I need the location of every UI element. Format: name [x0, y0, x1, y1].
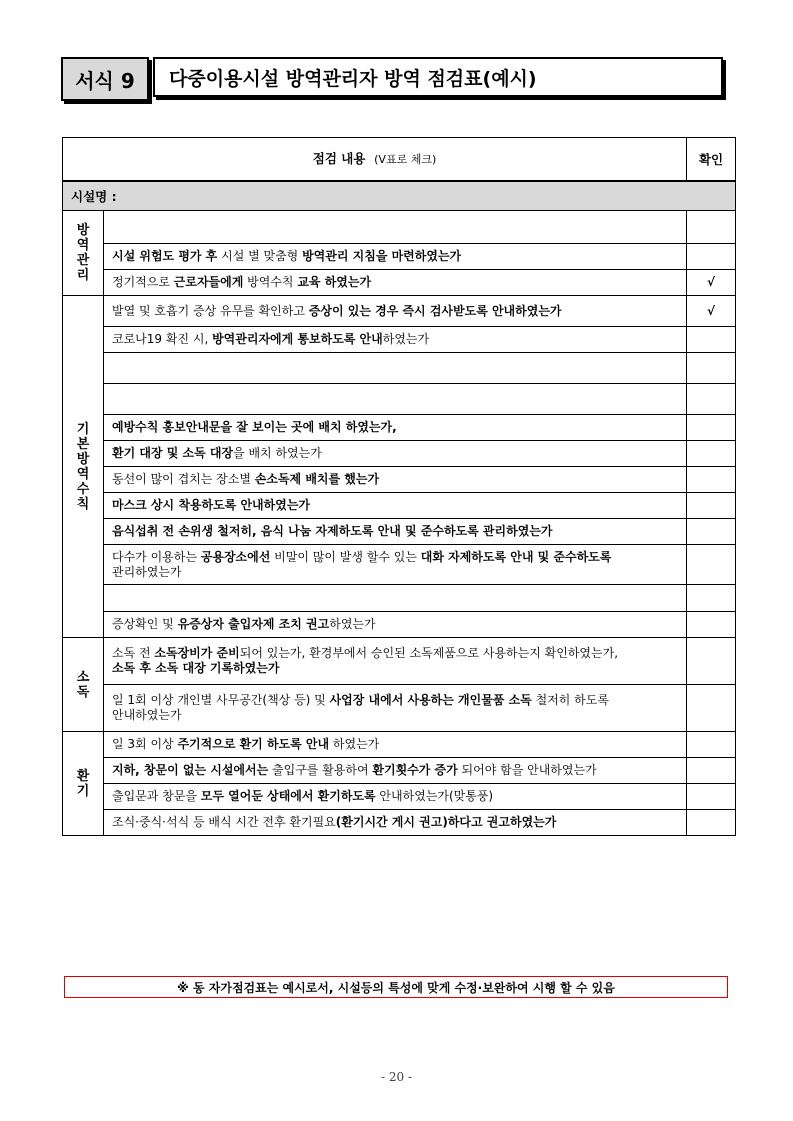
- table-row: [63, 296, 736, 327]
- table-row: [63, 810, 736, 836]
- facility-name-row: [63, 181, 736, 211]
- facility-name-label: 시설명 :: [63, 181, 736, 211]
- table-row: [63, 545, 736, 585]
- row-b12-text: 증상확인 및 유증상자 출입자제 조치 권고하였는가: [104, 612, 687, 638]
- check-cell[interactable]: [687, 519, 736, 545]
- row-b6-text: 환기 대장 및 소독 대장을 배치 하였는가: [104, 441, 687, 467]
- table-row: [63, 384, 736, 415]
- check-cell[interactable]: [687, 327, 736, 353]
- table-row: [63, 685, 736, 732]
- check-cell[interactable]: [687, 732, 736, 758]
- check-cell[interactable]: [687, 441, 736, 467]
- row-d1-text: 소독 전 소독장비가 준비되어 있는가, 환경부에서 승인된 소독제품으로 사용하는지 확인하였는가, 소독 후 소독 대장 기록하였는가: [104, 638, 687, 685]
- check-cell[interactable]: [687, 211, 736, 244]
- row-b8-text: 마스크 상시 착용하도록 안내하였는가: [104, 493, 687, 519]
- form-number: 서식 9: [61, 57, 149, 101]
- category-disinfection: 소독: [63, 638, 104, 732]
- row-v4-text: 조식·중식·석식 등 배식 시간 전후 환기필요(환기시간 게시 권고)하다고 권고하였는가: [104, 810, 687, 836]
- check-cell[interactable]: [687, 810, 736, 836]
- check-cell[interactable]: [687, 545, 736, 585]
- table-row: [63, 270, 736, 296]
- check-cell[interactable]: [687, 685, 736, 732]
- check-cell[interactable]: [687, 758, 736, 784]
- row-b3-empty: [104, 353, 687, 384]
- check-cell[interactable]: [687, 384, 736, 415]
- check-mark[interactable]: √: [687, 270, 736, 296]
- row-d2-text: 일 1회 이상 개인별 사무공간(책상 등) 및 사업장 내에서 사용하는 개인물품 소독 철저히 하도록 안내하였는가: [104, 685, 687, 732]
- table-row: [63, 758, 736, 784]
- row-b1-text: 발열 및 호흡기 증상 유무를 확인하고 증상이 있는 경우 즉시 검사받도록 안내하였는가: [104, 296, 687, 327]
- table-row: [63, 353, 736, 384]
- check-cell[interactable]: [687, 638, 736, 685]
- check-mark[interactable]: √: [687, 296, 736, 327]
- table-row: [63, 467, 736, 493]
- table-row: [63, 612, 736, 638]
- row-b7-text: 동선이 많이 겹치는 장소별 손소독제 배치를 했는가: [104, 467, 687, 493]
- table-header-row: [63, 138, 736, 182]
- table-row: [63, 638, 736, 685]
- check-cell[interactable]: [687, 784, 736, 810]
- row-v1-text: 일 3회 이상 주기적으로 환기 하도록 안내 하였는가: [104, 732, 687, 758]
- table-row: [63, 327, 736, 353]
- check-cell[interactable]: [687, 467, 736, 493]
- category-basic: 기본 방역 수칙: [63, 296, 104, 638]
- row-b5-text: 예방수칙 홍보안내문을 잘 보이는 곳에 배치 하였는가,: [104, 415, 687, 441]
- check-cell[interactable]: [687, 415, 736, 441]
- table-row: [63, 415, 736, 441]
- header-check: 확인: [687, 138, 736, 182]
- check-cell[interactable]: [687, 244, 736, 270]
- table-row: [63, 441, 736, 467]
- row-v3-text: 출입문과 창문을 모두 열어둔 상태에서 환기하도록 안내하였는가(맞통풍): [104, 784, 687, 810]
- check-cell[interactable]: [687, 353, 736, 384]
- table-row: [63, 784, 736, 810]
- table-row: [63, 519, 736, 545]
- row-b4-empty: [104, 384, 687, 415]
- row-b9-text: 음식섭취 전 손위생 철저히, 음식 나눔 자제하도록 안내 및 준수하도록 관리하였는가: [104, 519, 687, 545]
- row-q3-text: 정기적으로 근로자들에게 방역수칙 교육 하였는가: [104, 270, 687, 296]
- table-row: [63, 211, 736, 244]
- form-title: 다중이용시설 방역관리자 방역 점검표(예시): [153, 57, 723, 97]
- table-row: [63, 244, 736, 270]
- header-content: 점검 내용 (V표로 체크): [63, 138, 687, 182]
- table-row: [63, 732, 736, 758]
- row-b10-text: 다수가 이용하는 공용장소에선 비말이 많이 발생 할수 있는 대화 자제하도록 안내 및 준수하도록 관리하였는가: [104, 545, 687, 585]
- page-number: - 20 -: [380, 1070, 412, 1084]
- checklist-table: [62, 137, 736, 836]
- check-cell[interactable]: [687, 493, 736, 519]
- row-q1-text: [104, 211, 687, 244]
- row-b11-empty: [104, 585, 687, 612]
- row-v2-text: 지하, 창문이 없는 시설에서는 출입구를 활용하여 환기횟수가 증가 되어야 함을 안내하였는가: [104, 758, 687, 784]
- category-quarantine-mgmt: 방역 관리: [63, 211, 104, 296]
- table-row: [63, 493, 736, 519]
- table-row: [63, 585, 736, 612]
- category-ventilation: 환기: [63, 732, 104, 836]
- check-cell[interactable]: [687, 585, 736, 612]
- row-q2-text: 시설 위험도 평가 후 시설 별 맞춤형 방역관리 지침을 마련하였는가: [104, 244, 687, 270]
- row-b2-text: 코로나19 확진 시, 방역관리자에게 통보하도록 안내하였는가: [104, 327, 687, 353]
- check-cell[interactable]: [687, 612, 736, 638]
- notice-box: ※ 동 자가점검표는 예시로서, 시설등의 특성에 맞게 수정·보완하여 시행 할 수 있음: [64, 976, 728, 998]
